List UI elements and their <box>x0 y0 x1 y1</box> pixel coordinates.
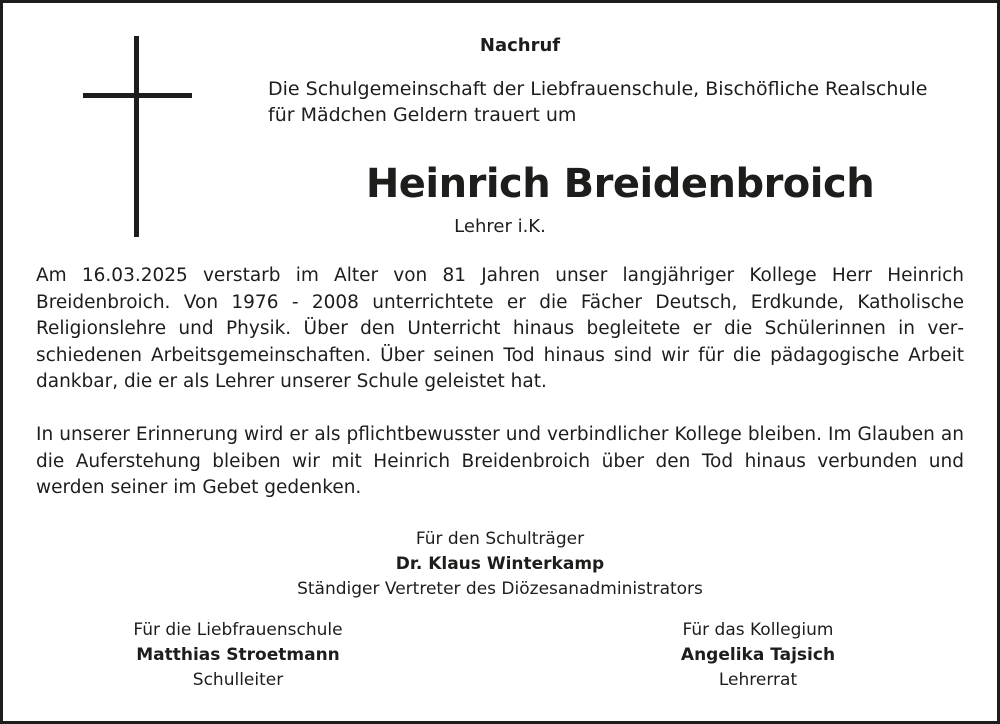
obituary-paragraph-2: In unserer Erinnerung wird er als pflichtbewusster und verbindlicher Kollege bleiben. Im Glauben an die Auferstehung bleiben wir mit Heinrich Breidenbroich über den Tod hinaus verbunden und werden seiner im Gebet gedenken. <box>36 424 964 499</box>
intro-line-1: Die Schulgemeinschaft der Liebfrauenschule, Bischöfliche Realschule <box>268 78 928 100</box>
signature-name: Angelika Tajsich <box>680 645 836 665</box>
signature-on-behalf: Für die Liebfrauenschule <box>133 620 343 640</box>
notice-heading: Nachruf <box>479 35 561 56</box>
signature-school-board <box>250 527 750 602</box>
signature-title: Lehrerrat <box>718 670 798 690</box>
obituary-paragraph-1: Am 16.03.2025 verstarb im Alter von 81 Jahren unser langjähriger Kollege Herr Heinrich Breidenbroich. Von 1976 - 2008 unterrichtete er die Fächer Deutsch, Erdkunde, Katholische Religionslehre und Physik. Über den Unterricht hinaus begleitete er die Schülerinnen in verschiedenen Arbeitsgemeinschaften. Über seinen Tod hinaus sind wir für die pädagogische Arbeit dankbar, die er als Lehrer unserer Schule geleistet hat. <box>36 265 964 393</box>
cross-horizontal-bar <box>83 93 192 98</box>
deceased-name: Heinrich Breidenbroich <box>365 161 875 207</box>
signature-title: Ständiger Vertreter des Diözesanadministrators <box>297 579 703 599</box>
signature-title: Schulleiter <box>192 670 284 690</box>
deceased-role: Lehrer i.K. <box>454 216 546 237</box>
notice-intro <box>268 76 980 128</box>
signature-name: Dr. Klaus Winterkamp <box>395 554 605 574</box>
signature-name: Matthias Stroetmann <box>136 645 340 665</box>
signature-school <box>88 618 388 693</box>
signature-on-behalf: Für den Schulträger <box>415 529 585 549</box>
cross-vertical-bar <box>134 36 139 237</box>
intro-line-2: für Mädchen Geldern trauert um <box>268 104 577 126</box>
signature-staff <box>608 618 908 693</box>
signature-on-behalf: Für das Kollegium <box>682 620 834 640</box>
